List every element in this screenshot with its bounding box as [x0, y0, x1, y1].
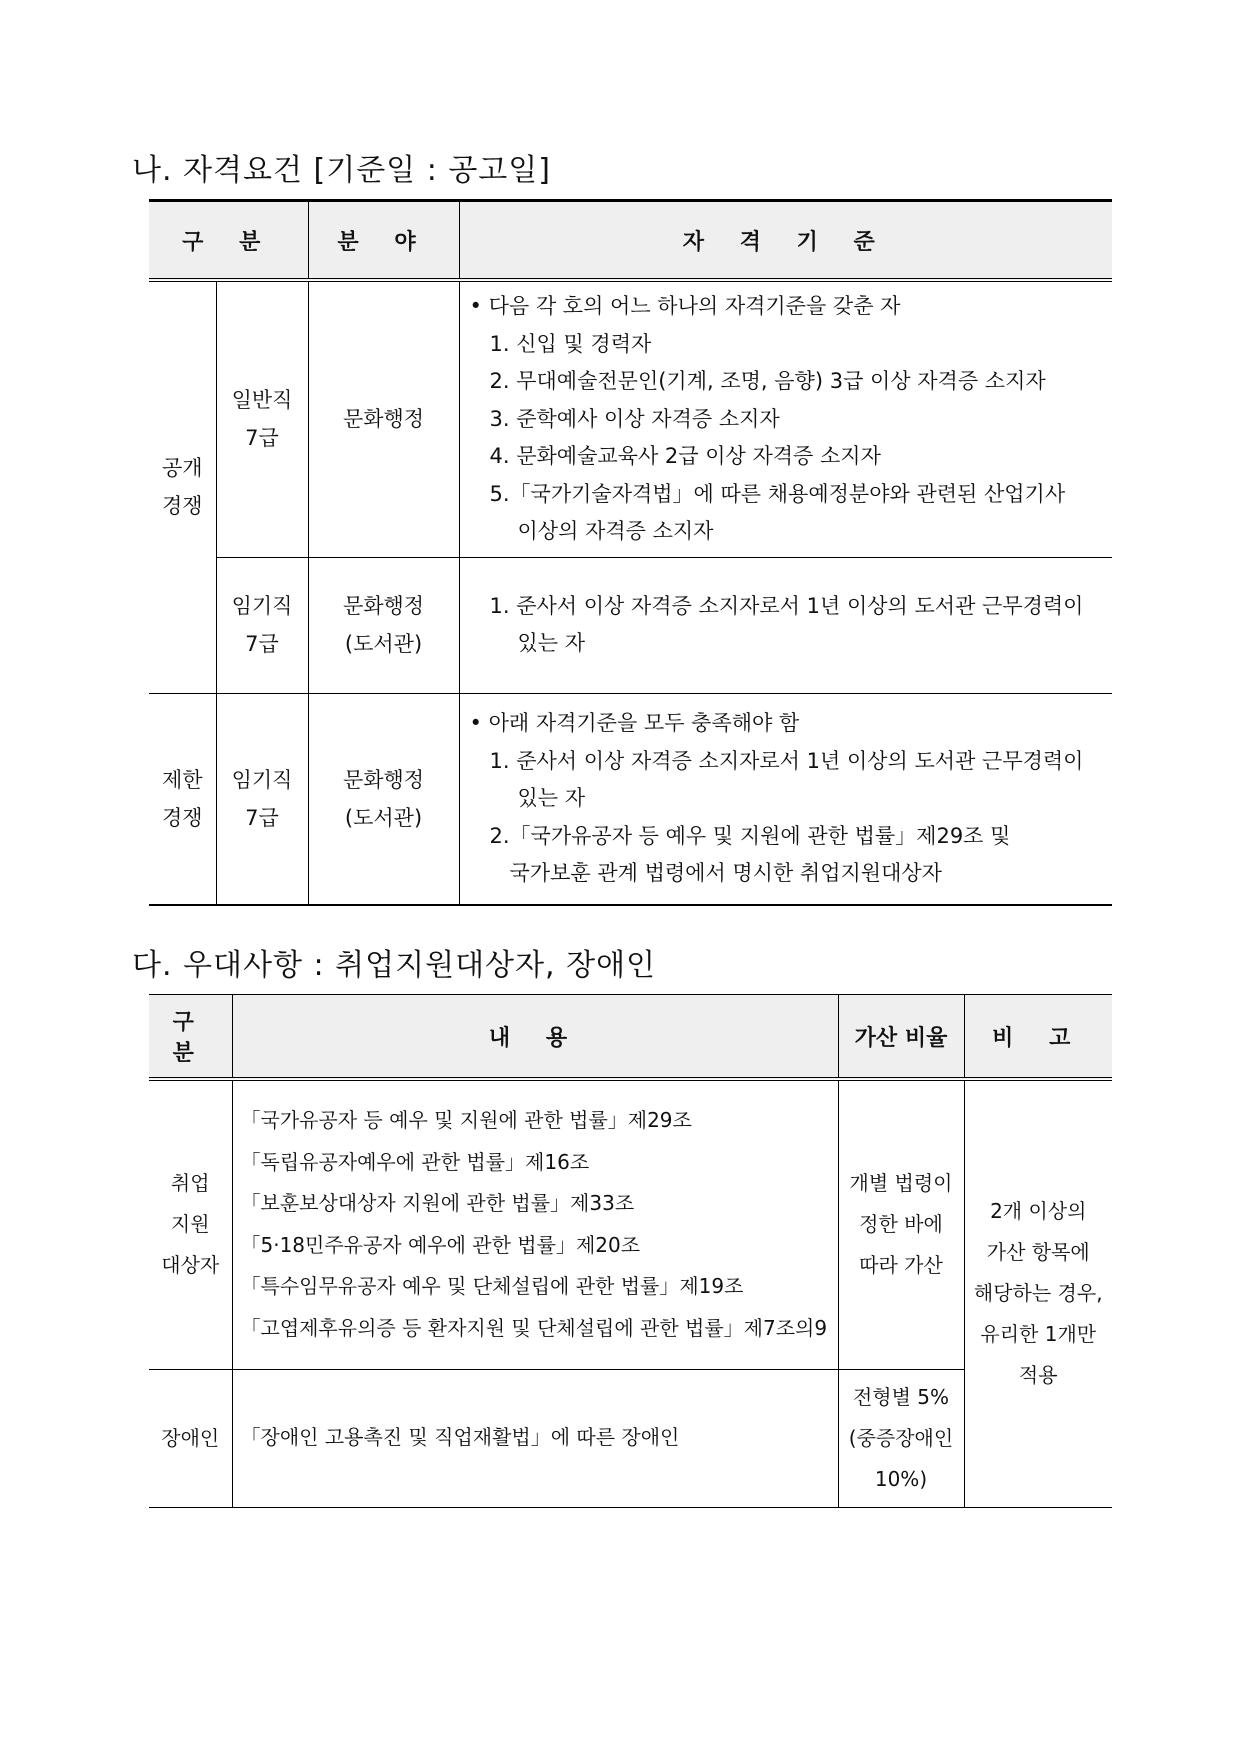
list-item: 「독립유공자예우에 관한 법률」제16조: [240, 1149, 590, 1174]
table-row: [149, 557, 1112, 693]
field-culture-admin-library-limited: 문화행정 (도서관): [308, 693, 459, 905]
table-row: [149, 693, 1112, 905]
header-remarks: 비 고: [964, 995, 1112, 1080]
table-row: [149, 1079, 1112, 1369]
list-item: 국가보훈 관계 법령에서 명시한 취업지원대상자: [509, 861, 942, 885]
header-content: 내 용: [232, 995, 838, 1080]
list-item: 「국가유공자 등 예우 및 지원에 관한 법률」제29조: [240, 1108, 692, 1133]
employment-support-rate: 개별 법령이 정한 바에 따라 가산: [838, 1079, 964, 1369]
list-item: 4. 문화예술교육사 2급 이상 자격증 소지자: [489, 444, 881, 468]
field-culture-admin: 문화행정: [308, 280, 459, 557]
preference-header-row: [149, 995, 1112, 1080]
section-na-title: 나. 자격요건 [기준일 : 공고일]: [132, 153, 551, 188]
list-item: 「장애인 고용촉진 및 직업재활법」에 따른 장애인: [240, 1425, 680, 1450]
list-item: 1. 준사서 이상 자격증 소지자로서 1년 이상의 도서관 근무경력이: [489, 593, 1084, 618]
header-field: 분 야: [308, 201, 459, 281]
list-item: 5.「국가기술자격법」에 따른 채용예정분야와 관련된 산업기사: [489, 481, 1066, 506]
category-open-competition: 공개 경쟁: [149, 280, 216, 693]
qualification-table: [149, 199, 1112, 906]
list-item: 있는 자: [517, 631, 586, 655]
list-item: 「고엽제후유의증 등 환자지원 및 단체설립에 관한 법률」제7조의9: [240, 1315, 828, 1340]
remarks-cell: 2개 이상의 가산 항목에 해당하는 경우, 유리한 1개만 적용: [964, 1079, 1112, 1507]
list-item: 「5·18민주유공자 예우에 관한 법률」제20조: [240, 1232, 641, 1257]
field-culture-admin-library: 문화행정 (도서관): [308, 557, 459, 693]
criteria-limited: [459, 693, 1112, 905]
header-category: 구 분: [149, 995, 232, 1080]
list-item: 2.「국가유공자 등 예우 및 지원에 관한 법률」제29조 및: [489, 823, 1011, 848]
list-item: 이상의 자격증 소지자: [517, 519, 714, 543]
category-employment-support: 취업 지원 대상자: [149, 1079, 232, 1369]
criteria-term-7: [459, 557, 1112, 693]
qualification-header-row: [149, 201, 1112, 281]
category-disabled: 장애인: [149, 1369, 232, 1507]
employment-support-laws: [232, 1079, 838, 1369]
disabled-rate: 전형별 5% (중증장애인 10%): [838, 1369, 964, 1507]
disabled-law: [232, 1369, 838, 1507]
list-item: 2. 무대예술전문인(기계, 조명, 음향) 3급 이상 자격증 소지자: [489, 369, 1046, 393]
grade-term-7: 임기직 7급: [216, 557, 308, 693]
criteria-general-7: [459, 280, 1112, 557]
list-item: 「특수임무유공자 예우 및 단체설립에 관한 법률」제19조: [240, 1274, 744, 1299]
category-limited-competition: 제한 경쟁: [149, 693, 216, 905]
list-item: 3. 준학예사 이상 자격증 소지자: [489, 406, 780, 431]
header-criteria: 자 격 기 준: [459, 201, 1112, 281]
grade-general-7: 일반직 7급: [216, 280, 308, 557]
list-item: • 다음 각 호의 어느 하나의 자격기준을 갖춘 자: [469, 294, 901, 318]
list-item: • 아래 자격기준을 모두 충족해야 함: [469, 711, 800, 735]
list-item: 1. 신입 및 경력자: [489, 331, 652, 356]
header-bonus-rate: 가산 비율: [838, 995, 964, 1080]
preference-table: [149, 994, 1112, 1508]
header-category: 구 분: [149, 201, 308, 281]
list-item: 1. 준사서 이상 자격증 소지자로서 1년 이상의 도서관 근무경력이: [489, 748, 1084, 773]
grade-term-7-limited: 임기직 7급: [216, 693, 308, 905]
table-row: [149, 280, 1112, 557]
list-item: 「보훈보상대상자 지원에 관한 법률」제33조: [240, 1191, 635, 1216]
section-da-title: 다. 우대사항 : 취업지원대상자, 장애인: [132, 948, 657, 983]
list-item: 있는 자: [517, 786, 586, 810]
